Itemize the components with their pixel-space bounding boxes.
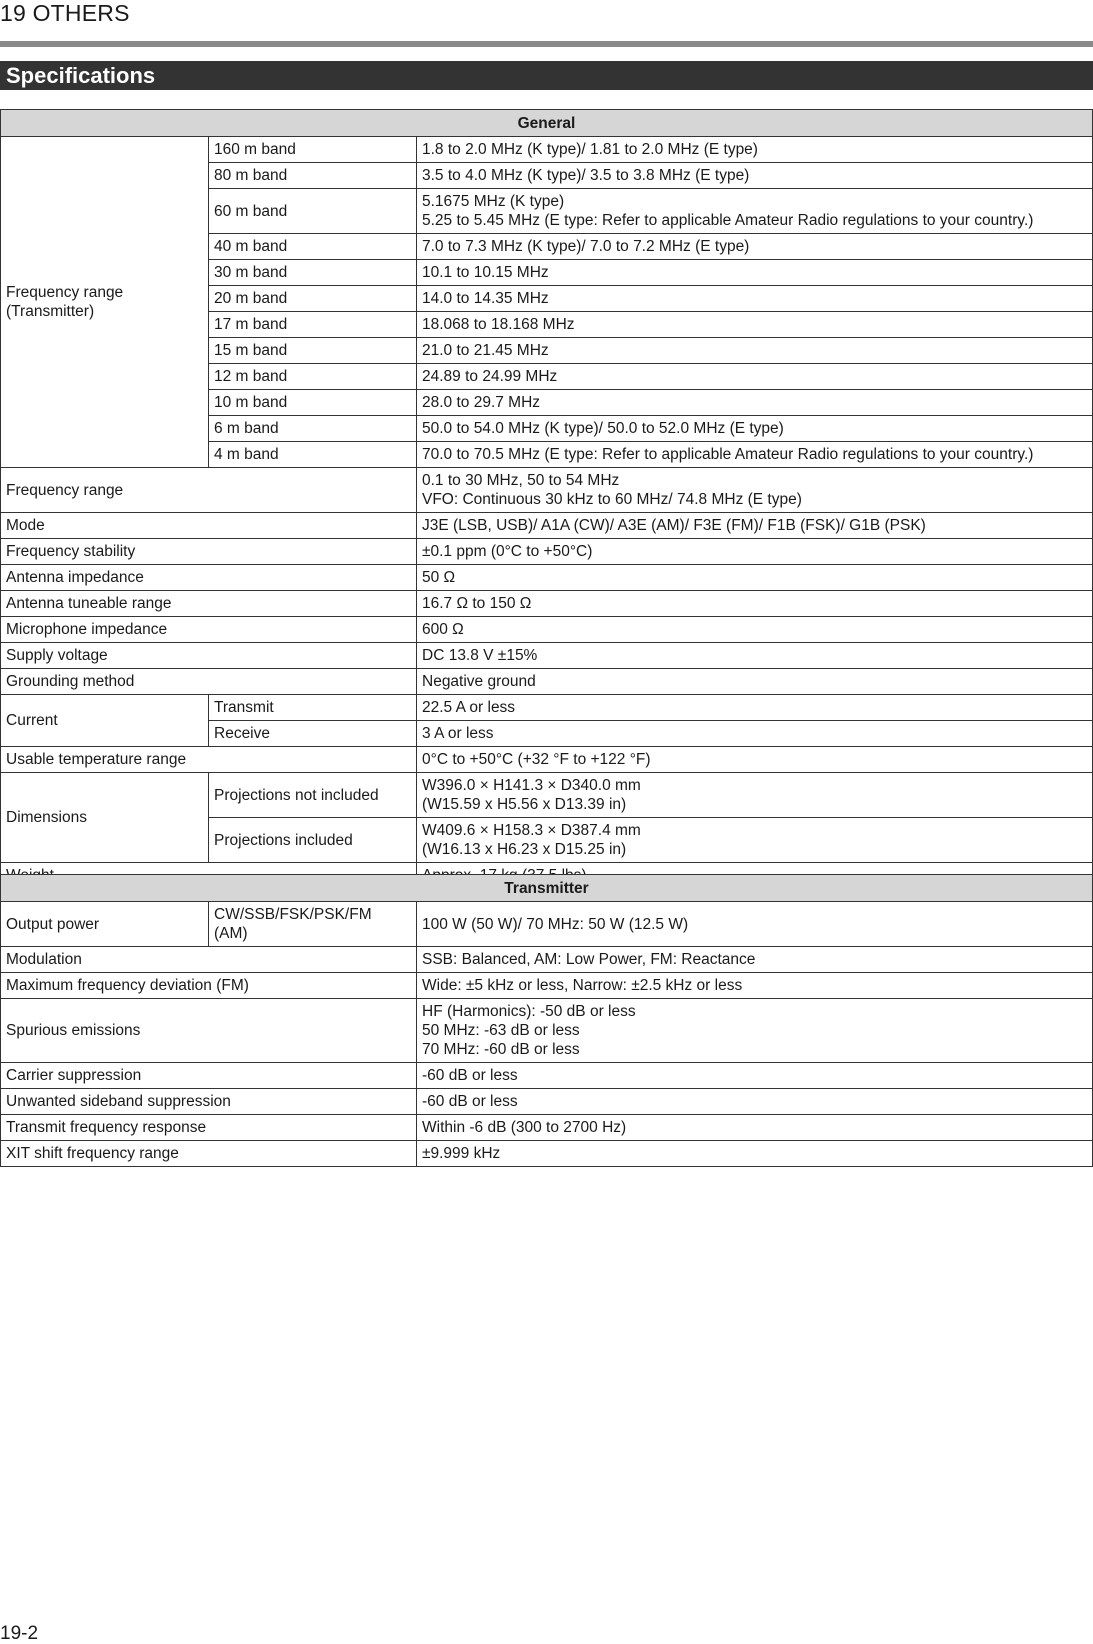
band-name: 30 m band bbox=[209, 260, 417, 286]
output-power-row bbox=[1, 902, 1093, 947]
spec-label: Carrier suppression bbox=[1, 1063, 417, 1089]
spec-row bbox=[1, 565, 1093, 591]
band-name: 40 m band bbox=[209, 234, 417, 260]
spec-row bbox=[1, 591, 1093, 617]
band-range-value-line: 14.0 to 14.35 MHz bbox=[422, 290, 549, 307]
current-transmit-row bbox=[1, 695, 1093, 721]
spec-row bbox=[1, 947, 1093, 973]
spec-row bbox=[1, 1115, 1093, 1141]
spec-row bbox=[1, 1063, 1093, 1089]
spec-label: Modulation bbox=[1, 947, 417, 973]
band-range-value bbox=[417, 286, 1093, 312]
band-range-value-line: 28.0 to 29.7 MHz bbox=[422, 394, 541, 411]
spec-label: Supply voltage bbox=[1, 643, 417, 669]
spec-row bbox=[1, 747, 1093, 773]
spec-value: ±9.999 kHz bbox=[417, 1141, 1093, 1167]
spec-value bbox=[417, 999, 1093, 1063]
spec-value: -60 dB or less bbox=[417, 1089, 1093, 1115]
spec-value-line: VFO: Continuous 30 kHz to 60 MHz/ 74.8 MHz (E type) bbox=[422, 491, 802, 508]
band-name: 160 m band bbox=[209, 137, 417, 163]
tx-frequency-range-label-line: (Transmitter) bbox=[6, 303, 95, 320]
current-transmit-value: 22.5 A or less bbox=[417, 695, 1093, 721]
dimensions-not-included-label: Projections not included bbox=[209, 773, 417, 818]
band-range-value bbox=[417, 364, 1093, 390]
transmitter-spec-table bbox=[0, 874, 1093, 1167]
band-range-value bbox=[417, 338, 1093, 364]
band-range-value-line: 10.1 to 10.15 MHz bbox=[422, 264, 549, 281]
band-range-value-line: 3.5 to 4.0 MHz (K type)/ 3.5 to 3.8 MHz (E type) bbox=[422, 167, 750, 184]
band-row bbox=[1, 137, 1093, 163]
spec-row bbox=[1, 539, 1093, 565]
spec-value: Negative ground bbox=[417, 669, 1093, 695]
general-table-title: General bbox=[1, 110, 1093, 137]
band-range-value bbox=[417, 312, 1093, 338]
spec-label: Frequency stability bbox=[1, 539, 417, 565]
spec-label: Antenna impedance bbox=[1, 565, 417, 591]
spec-label: Antenna tuneable range bbox=[1, 591, 417, 617]
spec-row bbox=[1, 1141, 1093, 1167]
band-range-value-line: 18.068 to 18.168 MHz bbox=[422, 316, 575, 333]
spec-value-line: 70 MHz: -60 dB or less bbox=[422, 1041, 580, 1058]
spec-value: 16.7 Ω to 150 Ω bbox=[417, 591, 1093, 617]
spec-value-line: 0.1 to 30 MHz, 50 to 54 MHz bbox=[422, 472, 620, 489]
tx-frequency-range-label-line: Frequency range bbox=[6, 284, 124, 301]
current-receive-label: Receive bbox=[209, 721, 417, 747]
output-power-label: Output power bbox=[1, 902, 209, 947]
spec-label: Maximum frequency deviation (FM) bbox=[1, 973, 417, 999]
spec-label: Mode bbox=[1, 513, 417, 539]
spec-value: DC 13.8 V ±15% bbox=[417, 643, 1093, 669]
spec-label: XIT shift frequency range bbox=[1, 1141, 417, 1167]
band-name: 10 m band bbox=[209, 390, 417, 416]
current-receive-value: 3 A or less bbox=[417, 721, 1093, 747]
dimensions-included-value bbox=[417, 818, 1093, 863]
spec-row bbox=[1, 643, 1093, 669]
band-range-value bbox=[417, 260, 1093, 286]
spec-value bbox=[417, 468, 1093, 513]
spec-value-line: 50 MHz: -63 dB or less bbox=[422, 1022, 580, 1039]
general-spec-table bbox=[0, 109, 1093, 889]
spec-value: Wide: ±5 kHz or less, Narrow: ±2.5 kHz or less bbox=[417, 973, 1093, 999]
spec-row bbox=[1, 617, 1093, 643]
page-number: 19-2 bbox=[0, 1623, 39, 1644]
spec-value-line: HF (Harmonics): -50 dB or less bbox=[422, 1003, 636, 1020]
spec-row bbox=[1, 973, 1093, 999]
band-name: 17 m band bbox=[209, 312, 417, 338]
band-range-value bbox=[417, 234, 1093, 260]
spec-label: Unwanted sideband suppression bbox=[1, 1089, 417, 1115]
spec-value: SSB: Balanced, AM: Low Power, FM: Reactance bbox=[417, 947, 1093, 973]
spec-row bbox=[1, 513, 1093, 539]
band-range-value-line: 70.0 to 70.5 MHz (E type: Refer to applicable Amateur Radio regulations to your country.) bbox=[422, 446, 1034, 463]
band-name: 20 m band bbox=[209, 286, 417, 312]
output-power-value: 100 W (50 W)/ 70 MHz: 50 W (12.5 W) bbox=[417, 902, 1093, 947]
band-name: 15 m band bbox=[209, 338, 417, 364]
spec-label: Transmit frequency response bbox=[1, 1115, 417, 1141]
band-range-value-line: 24.89 to 24.99 MHz bbox=[422, 368, 558, 385]
band-range-value bbox=[417, 390, 1093, 416]
spec-value: J3E (LSB, USB)/ A1A (CW)/ A3E (AM)/ F3E (FM)/ F1B (FSK)/ G1B (PSK) bbox=[417, 513, 1093, 539]
dimensions-not-included-value bbox=[417, 773, 1093, 818]
spec-row bbox=[1, 669, 1093, 695]
output-power-mode-line: CW/SSB/FSK/PSK/FM bbox=[214, 906, 372, 923]
band-range-value-line: 5.25 to 5.45 MHz (E type: Refer to applicable Amateur Radio regulations to your country.) bbox=[422, 212, 1034, 229]
spec-label: Usable temperature range bbox=[1, 747, 417, 773]
band-range-value bbox=[417, 416, 1093, 442]
band-name: 80 m band bbox=[209, 163, 417, 189]
spec-value: 0°C to +50°C (+32 °F to +122 °F) bbox=[417, 747, 1093, 773]
output-power-mode bbox=[209, 902, 417, 947]
dimensions-row bbox=[1, 773, 1093, 818]
header-divider bbox=[0, 41, 1093, 47]
chapter-title: 19 OTHERS bbox=[0, 0, 130, 26]
band-range-value-line: 5.1675 MHz (K type) bbox=[422, 193, 565, 210]
section-title: Specifications bbox=[0, 61, 1093, 90]
band-range-value bbox=[417, 189, 1093, 234]
tx-frequency-range-label bbox=[1, 137, 209, 468]
spec-value: ±0.1 ppm (0°C to +50°C) bbox=[417, 539, 1093, 565]
spec-value: -60 dB or less bbox=[417, 1063, 1093, 1089]
spec-label: Frequency range bbox=[1, 468, 417, 513]
band-range-value bbox=[417, 137, 1093, 163]
dimensions-included-value-line: (W16.13 x H6.23 x D15.25 in) bbox=[422, 841, 627, 858]
dimensions-not-included-value-line: W396.0 × H141.3 × D340.0 mm bbox=[422, 777, 641, 794]
spec-value: 600 Ω bbox=[417, 617, 1093, 643]
spec-label: Spurious emissions bbox=[1, 999, 417, 1063]
dimensions-label: Dimensions bbox=[1, 773, 209, 863]
band-range-value-line: 1.8 to 2.0 MHz (K type)/ 1.81 to 2.0 MHz (E type) bbox=[422, 141, 758, 158]
spec-value: Within -6 dB (300 to 2700 Hz) bbox=[417, 1115, 1093, 1141]
current-label: Current bbox=[1, 695, 209, 747]
spec-label: Grounding method bbox=[1, 669, 417, 695]
spec-row bbox=[1, 468, 1093, 513]
spec-label: Microphone impedance bbox=[1, 617, 417, 643]
band-range-value-line: 21.0 to 21.45 MHz bbox=[422, 342, 549, 359]
output-power-mode-line: (AM) bbox=[214, 925, 248, 942]
dimensions-included-value-line: W409.6 × H158.3 × D387.4 mm bbox=[422, 822, 641, 839]
spec-value: 50 Ω bbox=[417, 565, 1093, 591]
transmitter-table-body bbox=[1, 902, 1093, 1167]
band-range-value bbox=[417, 442, 1093, 468]
band-name: 4 m band bbox=[209, 442, 417, 468]
band-range-value bbox=[417, 163, 1093, 189]
dimensions-not-included-value-line: (W15.59 x H5.56 x D13.39 in) bbox=[422, 796, 627, 813]
band-range-value-line: 7.0 to 7.3 MHz (K type)/ 7.0 to 7.2 MHz (E type) bbox=[422, 238, 750, 255]
band-range-value-line: 50.0 to 54.0 MHz (K type)/ 50.0 to 52.0 MHz (E type) bbox=[422, 420, 784, 437]
band-name: 12 m band bbox=[209, 364, 417, 390]
transmitter-table-title: Transmitter bbox=[1, 875, 1093, 902]
band-name: 60 m band bbox=[209, 189, 417, 234]
current-transmit-label: Transmit bbox=[209, 695, 417, 721]
dimensions-included-label: Projections included bbox=[209, 818, 417, 863]
spec-row bbox=[1, 1089, 1093, 1115]
spec-row bbox=[1, 999, 1093, 1063]
general-table-body bbox=[1, 137, 1093, 889]
band-name: 6 m band bbox=[209, 416, 417, 442]
